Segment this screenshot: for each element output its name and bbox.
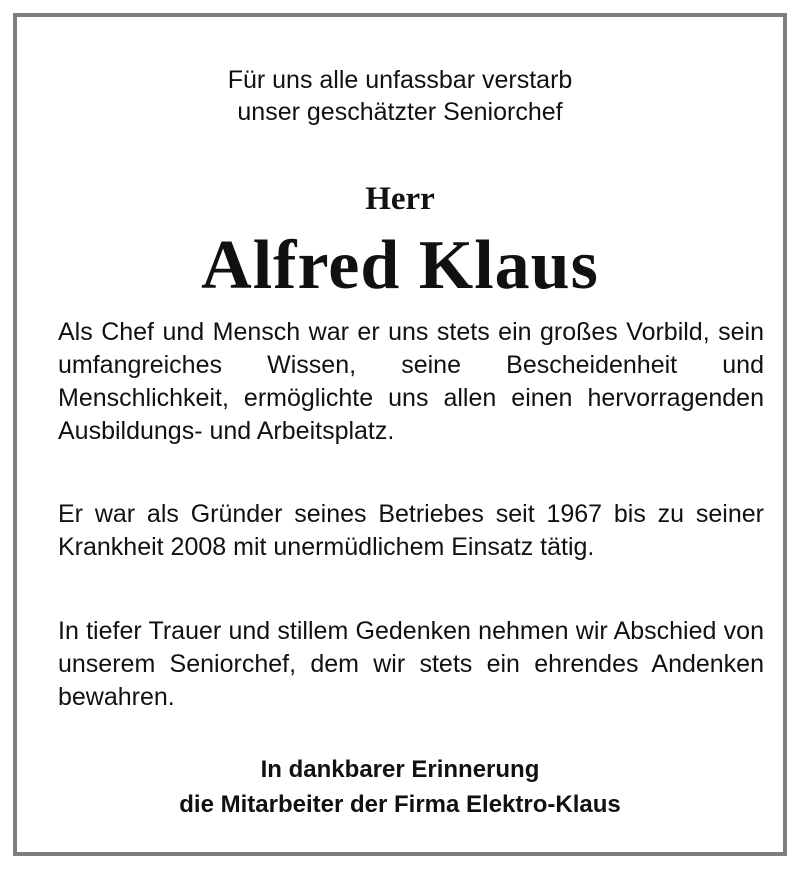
deceased-name: Alfred Klaus xyxy=(201,227,599,304)
paragraph-mourning: In tiefer Trauer und stillem Gedenken nehmen wir Abschied von unserem Seniorchef, dem wir stets ein ehrendes Andenken bewahren. xyxy=(58,617,764,711)
notice-frame xyxy=(13,13,787,856)
paragraph-founder: Er war als Gründer seines Betriebes seit 1967 bis zu seiner Krankheit 2008 mit unermüdlichem Einsatz tätig. xyxy=(58,500,764,561)
closing-line-2: die Mitarbeiter der Firma Elektro-Klaus xyxy=(179,791,621,818)
intro-line-1: Für uns alle unfassbar verstarb xyxy=(227,66,573,94)
paragraph-tribute: Als Chef und Mensch war er uns stets ein großes Vorbild, sein umfangreiches Wissen, seine Bescheidenheit und Menschlichkeit, ermöglichte uns allen einen hervorragenden Ausbildungs- und Arbeitsplatz. xyxy=(58,318,764,445)
closing-line-1: In dankbarer Erinnerung xyxy=(260,756,540,783)
closing-signature xyxy=(17,752,783,822)
intro-line-2: unser geschätzter Seniorchef xyxy=(237,98,563,126)
salutation: Herr xyxy=(365,181,435,217)
intro-text xyxy=(17,64,783,128)
